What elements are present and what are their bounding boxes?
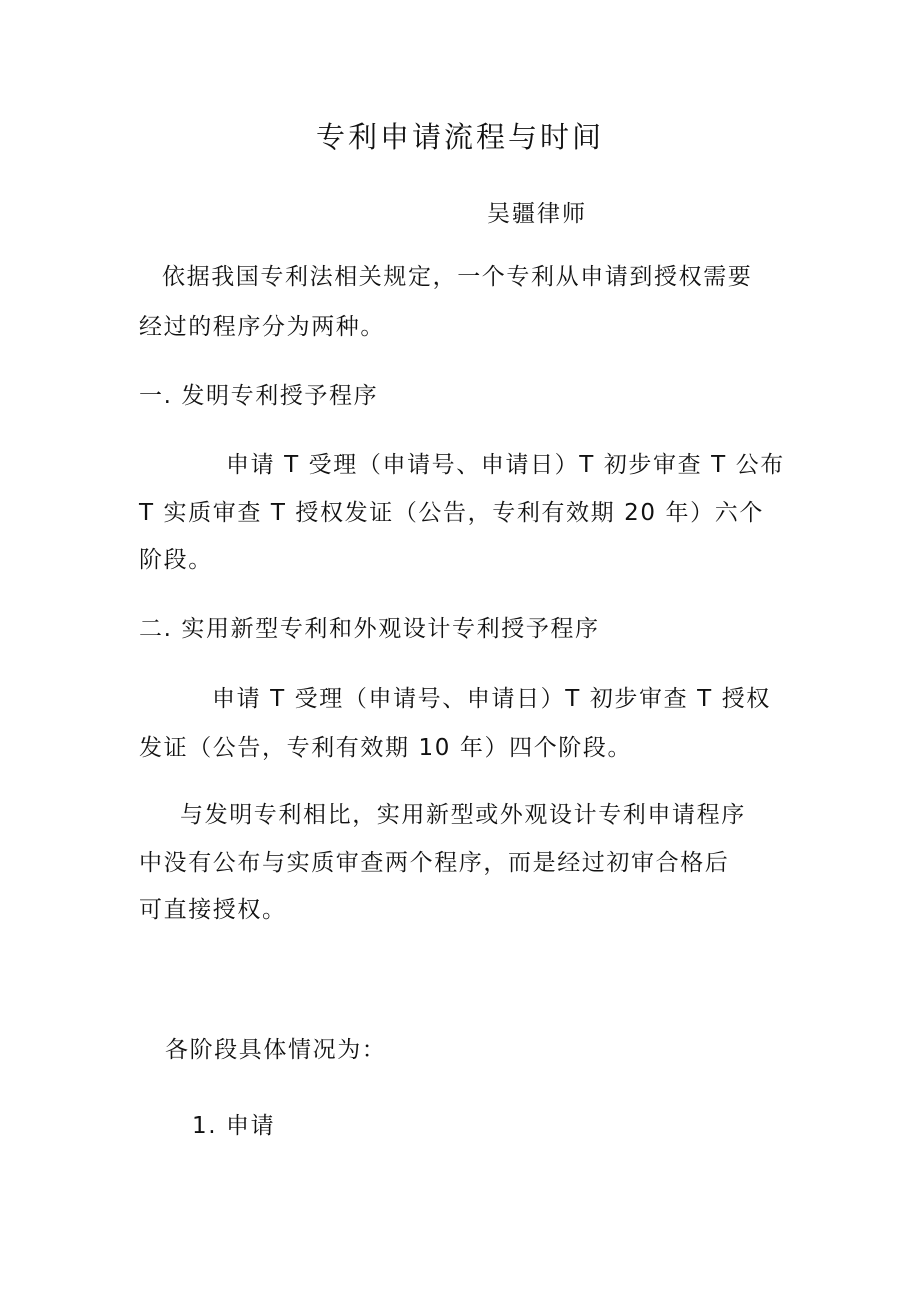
- stage-1-heading: 1. 申请: [192, 1113, 276, 1139]
- section2-line-1: 申请 T 受理（申请号、申请日）T 初步审查 T 授权: [212, 686, 771, 712]
- section1-line-2: T 实质审查 T 授权发证（公告，专利有效期 20 年）六个: [139, 500, 764, 526]
- section1-line-3: 阶段。: [139, 547, 213, 573]
- intro-line-1: 依据我国专利法相关规定，一个专利从申请到授权需要: [162, 264, 753, 290]
- section1-heading: 一. 发明专利授予程序: [139, 383, 379, 409]
- comparison-line-3: 可直接授权。: [139, 897, 287, 923]
- section2-heading: 二. 实用新型专利和外观设计专利授予程序: [139, 616, 600, 642]
- section1-line-1: 申请 T 受理（申请号、申请日）T 初步审查 T 公布: [226, 452, 785, 478]
- comparison-line-2: 中没有公布与实质审查两个程序，而是经过初审合格后: [139, 850, 730, 876]
- comparison-line-1: 与发明专利相比，实用新型或外观设计专利申请程序: [180, 802, 746, 828]
- author-name: 吴疆律师: [487, 201, 587, 227]
- intro-line-2: 经过的程序分为两种。: [139, 314, 385, 340]
- stages-intro: 各阶段具体情况为：: [165, 1037, 387, 1063]
- section2-line-2: 发证（公告，专利有效期 10 年）四个阶段。: [139, 735, 633, 761]
- document-title: 专利申请流程与时间: [315, 120, 604, 154]
